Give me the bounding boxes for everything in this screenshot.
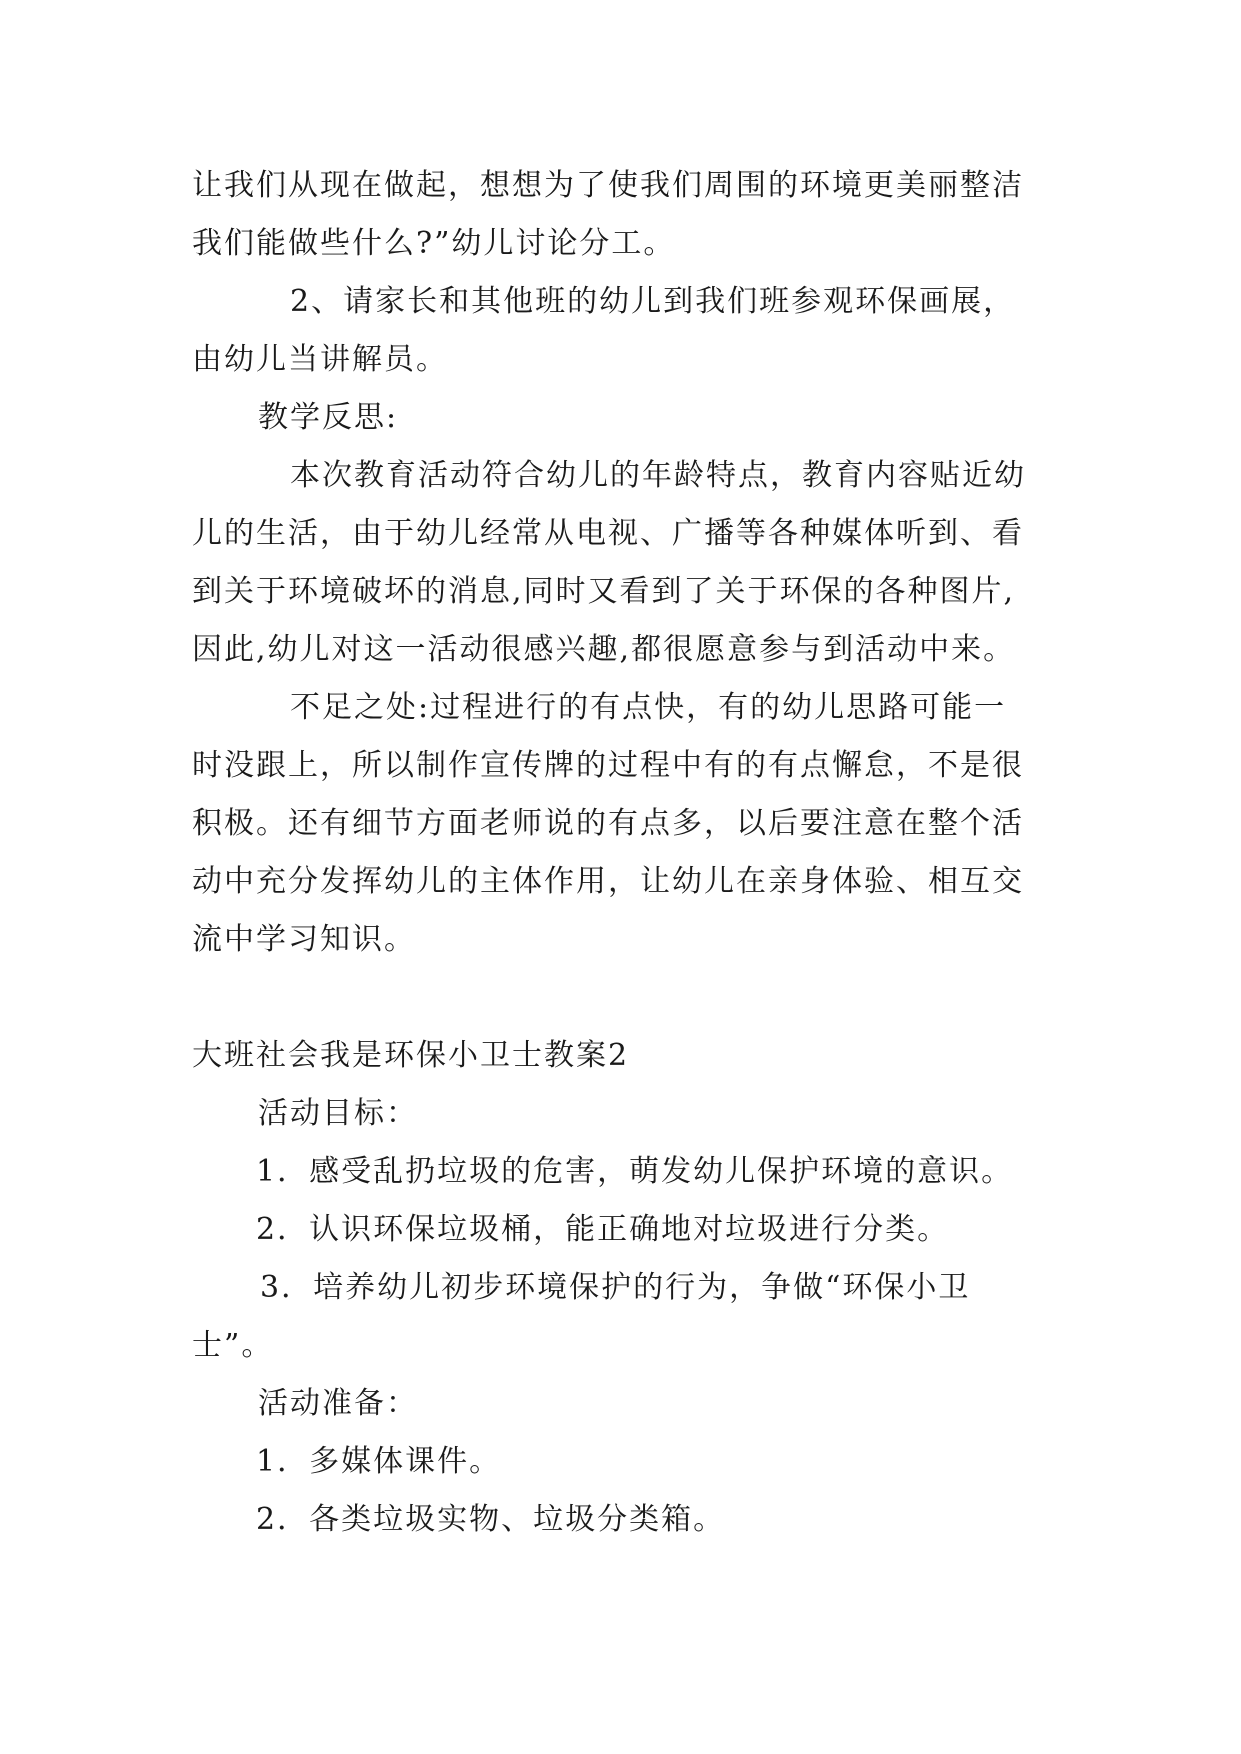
text-line-2: 我们能做些什么?”幼儿讨论分工。 [192, 226, 676, 261]
text-line-14: 流中学习知识。 [192, 922, 416, 957]
text-line-4: 由幼儿当讲解员。 [192, 342, 448, 377]
text-line-10: 不足之处:过程进行的有点快，有的幼儿思路可能一 [290, 690, 1007, 725]
section-heading-reflection: 教学反思: [258, 400, 399, 435]
text-line-7: 儿的生活，由于幼儿经常从电视、广播等各种媒体听到、看 [192, 516, 1024, 551]
section-heading-goals: 活动目标： [258, 1096, 418, 1131]
text-line-1: 让我们从现在做起，想想为了使我们周围的环境更美丽整洁 [192, 168, 1024, 203]
text-line-11: 时没跟上，所以制作宣传牌的过程中有的有点懈怠，不是很 [192, 748, 1024, 783]
goal-item-1: 1．感受乱扔垃圾的危害，萌发幼儿保护环境的意识。 [256, 1154, 1014, 1189]
text-line-8: 到关于环境破坏的消息,同时又看到了关于环保的各种图片, [192, 574, 1016, 609]
goal-item-2: 2．认识环保垃圾桶，能正确地对垃圾进行分类。 [256, 1212, 950, 1247]
text-line-6: 本次教育活动符合幼儿的年龄特点，教育内容贴近幼 [290, 458, 1026, 493]
text-line-13: 动中充分发挥幼儿的主体作用，让幼儿在亲身体验、相互交 [192, 864, 1024, 899]
prep-item-1: 1．多媒体课件。 [256, 1444, 502, 1479]
prep-item-2: 2．各类垃圾实物、垃圾分类箱。 [256, 1502, 726, 1537]
text-line-9: 因此,幼儿对这一活动很感兴趣,都很愿意参与到活动中来。 [192, 632, 1016, 667]
text-line-3: 2、请家长和其他班的幼儿到我们班参观环保画展， [290, 284, 1016, 319]
goal-item-3: 3．培养幼儿初步环境保护的行为，争做“环保小卫 [260, 1270, 971, 1305]
section-heading-preparation: 活动准备： [258, 1386, 418, 1421]
document-title: 大班社会我是环保小卫士教案2 [192, 1038, 630, 1073]
text-line-12: 积极。还有细节方面老师说的有点多，以后要注意在整个活 [192, 806, 1024, 841]
goal-item-3-continued: 士”。 [192, 1328, 274, 1363]
